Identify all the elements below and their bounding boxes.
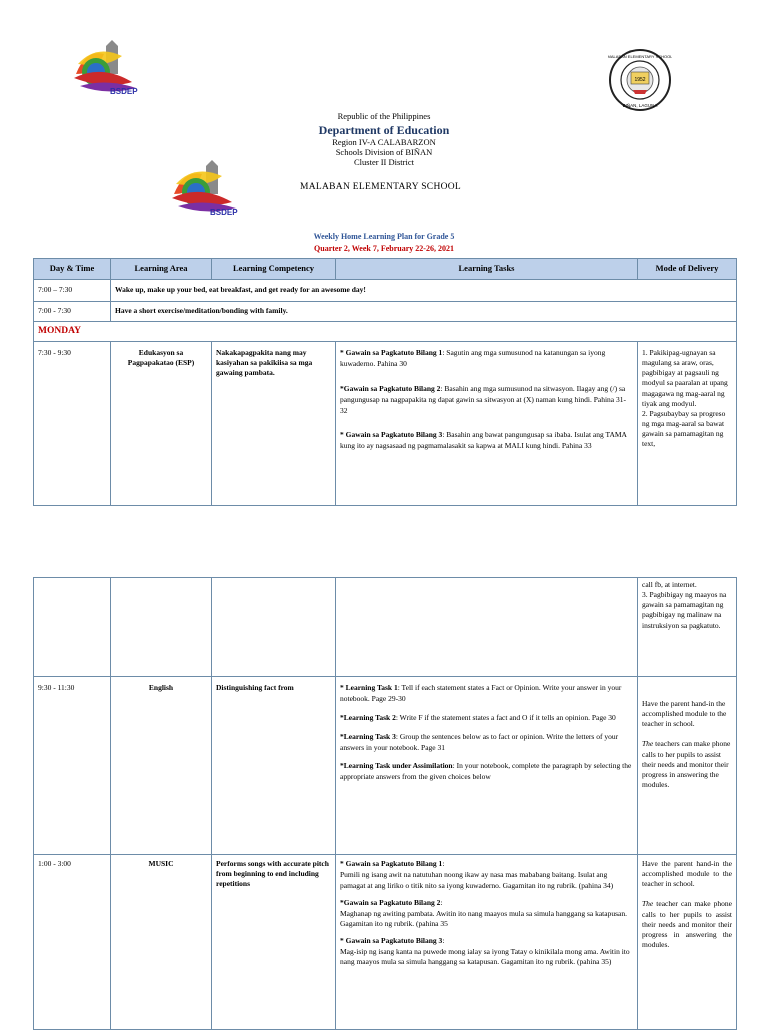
competency-cell: Nakakapagpakita nang may kasiyahan sa pakikiisa sa mga gawaing pambata.	[212, 342, 336, 506]
mode-text: teachers can make phone calls to her pupils to assist their needs and monitor their progress in answering the modules.	[642, 739, 731, 789]
task-label: * Gawain sa Pagkatuto Bilang 1	[340, 348, 443, 357]
task-label: *Learning Task under Assimilation	[340, 761, 453, 771]
mode-of-delivery-cell: call fb, at internet. 3. Pagbibigay ng maayos na gawain sa pamamagitan ng pagbibigay ng malinaw na instruksiyon sa pagkatuto.	[638, 578, 737, 677]
header-learning-tasks: Learning Tasks	[336, 259, 638, 280]
mode-text-italic: The	[642, 899, 654, 909]
school-seal	[608, 48, 672, 112]
table-row	[34, 322, 737, 342]
svg-text:1952: 1952	[634, 77, 646, 83]
day-label-monday: MONDAY	[38, 326, 81, 337]
mode-text: Have the parent hand-in the accomplished module to the teacher in school.	[642, 699, 727, 729]
table-row	[34, 302, 737, 322]
table-row	[34, 342, 737, 506]
department-title: Department of Education	[318, 123, 450, 137]
task-label: * Gawain sa Pagkatuto Bilang 1	[340, 859, 443, 868]
plan-title: Weekly Home Learning Plan for Grade 5	[313, 232, 455, 241]
svg-text:BSDEP: BSDEP	[110, 87, 138, 96]
routine-text: Wake up, make up your bed, eat breakfast, and get ready for an awesome day!	[111, 280, 737, 302]
deped-binan-logo-top	[66, 34, 142, 102]
quarter-line: Quarter 2, Week 7, February 22-26, 2021	[314, 244, 454, 253]
task-text: : Sagutin ang mga sumusunod na katanungan sa iyong kuwaderno. Pahina 30	[340, 348, 606, 368]
mode-text: teacher can make phone calls to her pupils to assist their needs and monitor their progress in answering the modules.	[642, 899, 732, 949]
mode-text: Have the parent hand-in the accomplished module to the teacher in school.	[642, 859, 732, 889]
task-text: : In your notebook, complete the paragraph by selecting the appropriate answers from the given choices below	[340, 761, 632, 782]
tasks-cell: * Gawain sa Pagkatuto Bilang 1: Pumili ng isang awit na natutuhan noong ikaw ay nasa mas mababang baitang. Isulat ang pamagat at ang liriko o titik nito sa iyong kuwaderno. Gagamitan ito ng rubrik. (pahina 34) *Gawain sa Pagkatuto Bilang 2: Maghanap ng awiting pambata. Awitin ito nang maayos mula sa simula hanggang sa katapusan. Gagamitan ito ng rubrik. (pahina 35 * Gawain sa Pagkatuto Bilang 3: Mag-isip ng isang kanta na puwede mong ialay sa iyong Tatay o kinikilala mong ama. Awitin ito nang maayos mula sa simula hanggang sa katapusan. Gagamitan ito ng rubrik. (pahina 35)	[336, 855, 638, 1030]
time-cell: 7:00 – 7:30	[34, 280, 111, 302]
table-row	[34, 280, 737, 302]
time-cell: 9:30 - 11:30	[34, 677, 111, 855]
table-row	[34, 677, 737, 855]
learning-plan-table-1	[33, 258, 737, 506]
competency-cell: Distinguishing fact from	[212, 677, 336, 855]
learning-plan-table-2	[33, 577, 737, 1030]
task-text: : Write F if the statement states a fact and O if it tells an opinion. Page 30	[395, 712, 616, 722]
header-learning-competency: Learning Competency	[212, 259, 336, 280]
division-line: Schools Division of BIÑAN	[335, 147, 433, 157]
table-row	[34, 578, 737, 677]
competency-cell: Performs songs with accurate pitch from beginning to end including repetitions	[212, 855, 336, 1030]
mode-of-delivery-cell: 1. Pakikipag-ugnayan sa magulang sa araw, oras, pagbibigay at pagsauli ng modyul sa paaralan at upang magagawa ng mag-aaral ng tiyak ang modyul. 2. Pagsubaybay sa progreso ng mga mag-aaral sa bawat gawain sa pamamagitan ng text,	[638, 342, 737, 506]
task-label: *Learning Task 2	[340, 712, 396, 722]
header-learning-area: Learning Area	[111, 259, 212, 280]
republic-line: Republic of the Philippines	[337, 111, 431, 121]
svg-text:MALABAN ELEMENTARY SCHOOL: MALABAN ELEMENTARY SCHOOL	[608, 54, 672, 59]
learning-area-cell: MUSIC	[111, 855, 212, 1030]
deped-binan-logo-middle	[164, 156, 242, 222]
time-cell: 7:30 - 9:30	[34, 342, 111, 506]
svg-text:BSDEP: BSDEP	[210, 208, 238, 217]
mode-text-italic: The	[642, 739, 654, 749]
district-line: Cluster II District	[354, 157, 414, 167]
mode-of-delivery-cell	[638, 855, 737, 1030]
svg-text:BIÑAN, LAGUNA: BIÑAN, LAGUNA	[622, 103, 658, 108]
time-cell: 7:00 - 7:30	[34, 302, 111, 322]
task-label: * Gawain sa Pagkatuto Bilang 3	[340, 936, 443, 946]
task-label: * Gawain sa Pagkatuto Bilang 3	[340, 430, 443, 440]
task-label: *Gawain sa Pagkatuto Bilang 2	[340, 897, 441, 907]
school-name: MALABAN ELEMENTARY SCHOOL	[300, 182, 462, 192]
tasks-cell	[336, 342, 638, 506]
time-cell: 1:00 - 3:00	[34, 855, 111, 1030]
task-label: * Learning Task 1	[340, 683, 398, 692]
task-text: Pumili ng isang awit na natutuhan noong ikaw ay nasa mas mababang baitang. Isulat ang pamagat at ang liriko o titik nito sa iyong kuwaderno. Gagamitan ito ng rubrik. (pahina 34)	[340, 869, 614, 890]
learning-area-cell: Edukasyon sa Pagpapakatao (ESP)	[111, 342, 212, 506]
task-label: *Gawain sa Pagkatuto Bilang 2	[340, 383, 441, 393]
task-text: : Tell if each statement states a Fact or Opinion. Write your answer in your notebook. Page 29-30	[340, 683, 622, 703]
routine-text: Have a short exercise/meditation/bonding with family.	[111, 302, 737, 322]
task-text: : Basahin ang bawat pangungusap sa ibaba. Isulat ang TAMA kung ito ay nagsasaad ng pagmamalasakit sa kapwa at MALI kung hindi. Pahina 33	[340, 430, 627, 451]
tasks-cell	[336, 677, 638, 855]
task-text: : Basahin ang mga sumusunod na sitwasyon. Ilagay ang (/) sa pangungusap na nagpapakita ng dapat gawin sa sitwasyon at (X) naman kung hindi. Pahina 31-32	[340, 383, 626, 415]
learning-area-cell: English	[111, 677, 212, 855]
task-text: : Group the sentences below as to fact or opinion. Write the letters of your answers in your notebook. Page 31	[340, 731, 619, 752]
header-mode-of-delivery: Mode of Delivery	[638, 259, 737, 280]
table-row	[34, 855, 737, 1030]
task-label: *Learning Task 3	[340, 731, 396, 741]
header-day-time: Day & Time	[34, 259, 111, 280]
mode-of-delivery-cell	[638, 677, 737, 855]
task-text: Mag-isip ng isang kanta na puwede mong ialay sa iyong Tatay o kinikilala mong ama. Awitin ito nang maayos mula sa simula hanggang sa katapusan. Gagamitan ito ng rubrik. (pahina 35)	[340, 947, 630, 966]
region-line: Region IV-A CALABARZON	[332, 137, 436, 147]
task-text: Maghanap ng awiting pambata. Awitin ito nang maayos mula sa simula hanggang sa katapusan. Gagamitan ito ng rubrik. (pahina 35	[340, 908, 627, 929]
